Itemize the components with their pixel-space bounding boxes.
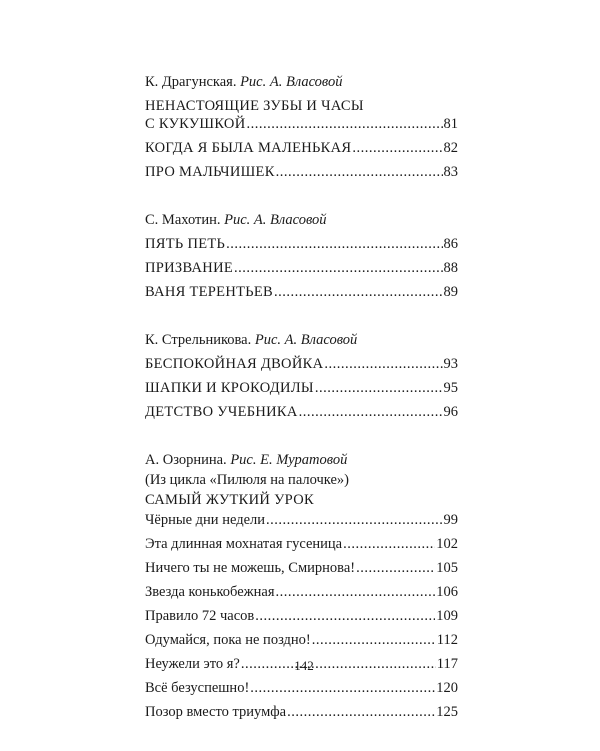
entry-page: 95 [443,380,458,396]
entry-title: ПРИЗВАНИЕ [145,260,234,276]
toc-entry[interactable] [145,403,458,421]
dot-leader [343,535,435,553]
author-line [145,451,458,469]
dot-leader [276,583,436,601]
toc-entry[interactable] [145,163,458,181]
dot-leader [324,355,442,373]
entry-title: Одумайся, пока не поздно! [145,632,311,648]
author-line [145,73,458,91]
dot-leader [234,259,442,277]
entry-page: 96 [443,404,458,420]
toc-entry[interactable] [145,703,458,721]
toc-entry[interactable] [145,355,458,373]
cycle-note: (Из цикла «Пилюля на палочке») [145,472,349,488]
entry-title: КОГДА Я БЫЛА МАЛЕНЬКАЯ [145,140,352,156]
toc-section-dragunskaya [145,73,458,181]
illustrator-credit: Рис. Е. Муратовой [230,452,348,468]
toc-section-makhotin [145,211,458,301]
dot-leader [312,631,436,649]
dot-leader [246,115,442,133]
entry-title: Всё безуспешно! [145,680,250,696]
dot-leader [287,703,435,721]
entry-page: 102 [436,536,458,552]
illustrator-credit: Рис. А. Власовой [224,212,327,228]
entry-page: 105 [436,560,458,576]
entry-page: 117 [436,656,458,672]
author-name: К. Драгунская. [145,74,237,90]
toc-entry[interactable] [145,259,458,277]
author-name: К. Стрельникова. [145,332,252,348]
page-number: 142 [294,658,314,673]
entry-title: ШАПКИ И КРОКОДИЛЫ [145,380,314,396]
toc-entry[interactable] [145,379,458,397]
entry-title: ПРО МАЛЬЧИШЕК [145,164,275,180]
entry-title: ПЯТЬ ПЕТЬ [145,236,226,252]
entry-page: 125 [436,704,458,720]
toc-entry[interactable] [145,679,458,697]
entry-page: 109 [436,608,458,624]
toc-entry[interactable] [145,283,458,301]
entry-page: 99 [443,512,458,528]
dot-leader [266,511,442,529]
entry-page: 88 [443,260,458,276]
entry-title: Позор вместо триумфа [145,704,287,720]
entry-page: 81 [443,116,458,132]
dot-leader [352,139,442,157]
toc-section-strelnikova [145,331,458,421]
author-name: А. Озорнина. [145,452,227,468]
entry-page: 120 [436,680,458,696]
toc-entry[interactable] [145,535,458,553]
entry-page: 82 [443,140,458,156]
entry-page: 106 [436,584,458,600]
entry-page: 93 [443,356,458,372]
dot-leader [299,403,443,421]
entry-page: 86 [443,236,458,252]
toc-entry[interactable] [145,559,458,577]
toc-entry[interactable] [145,115,458,133]
table-of-contents [145,73,458,751]
entry-title: ДЕТСТВО УЧЕБНИКА [145,404,298,420]
entry-page: 112 [436,632,458,648]
entry-title: С КУКУШКОЙ [145,116,246,132]
entry-title: Неужели это я? [145,656,240,672]
entry-title: ВАНЯ ТЕРЕНТЬЕВ [145,284,274,300]
dot-leader [276,163,443,181]
entry-title: Эта длинная мохнатая гусеница [145,536,343,552]
dot-leader [226,235,442,253]
toc-entry[interactable] [145,583,458,601]
author-line [145,211,458,229]
entry-page: 83 [443,164,458,180]
dot-leader [315,379,443,397]
dot-leader [356,559,435,577]
entry-title: БЕСПОКОЙНАЯ ДВОЙКА [145,356,324,372]
illustrator-credit: Рис. А. Власовой [254,332,358,348]
toc-section-ozornina [145,451,458,721]
toc-entry[interactable] [145,139,458,157]
entry-title: Ничего ты не можешь, Смирнова! [145,560,356,576]
entry-title: Чёрные дни недели [145,512,266,528]
dot-leader [250,679,435,697]
toc-entry[interactable] [145,631,458,649]
author-line [145,331,458,349]
author-name: С. Махотин. [145,212,221,228]
dot-leader [274,283,442,301]
entry-page: 89 [443,284,458,300]
story-heading: САМЫЙ ЖУТКИЙ УРОК [145,492,314,508]
toc-entry[interactable] [145,607,458,625]
dot-leader [255,607,435,625]
illustrator-credit: Рис. А. Власовой [240,74,343,90]
entry-title: Правило 72 часов [145,608,255,624]
entry-title: Звезда конькобежная [145,584,275,600]
toc-entry[interactable] [145,235,458,253]
entry-title-line1: НЕНАСТОЯЩИЕ ЗУБЫ И ЧАСЫ [145,98,364,114]
toc-entry[interactable] [145,511,458,529]
